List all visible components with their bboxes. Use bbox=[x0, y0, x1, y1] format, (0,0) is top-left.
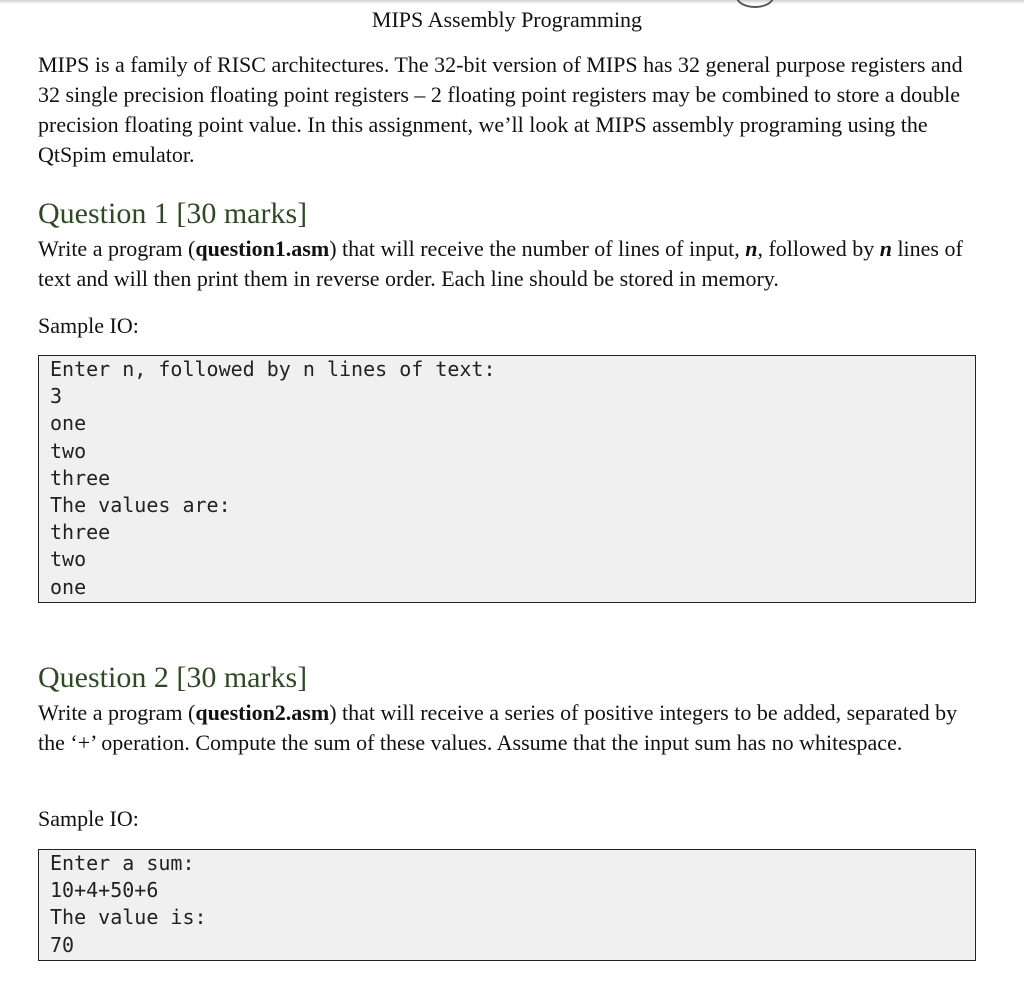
q1-text-after-c: lines of text and will then print them in reverse order. Each line should be stored in memory. bbox=[38, 236, 963, 291]
io-line: one bbox=[50, 574, 87, 599]
question2-description bbox=[38, 698, 988, 758]
io-line: one bbox=[50, 411, 87, 436]
io-line: two bbox=[50, 547, 87, 572]
q1-text-after-a: ) that will receive the number of lines of input, bbox=[329, 236, 746, 261]
q1-var-n-second: n bbox=[879, 236, 892, 261]
document-title: MIPS Assembly Programming bbox=[371, 7, 643, 32]
io-line: two bbox=[50, 438, 87, 463]
q1-text-after-b: , followed by bbox=[757, 236, 880, 261]
question1-sample-label: Sample IO: bbox=[38, 313, 139, 338]
question2-sample-io-box bbox=[38, 849, 976, 961]
q2-filename: question2.asm bbox=[195, 700, 330, 725]
q2-text-before: Write a program ( bbox=[38, 700, 196, 725]
question1-sample-io-box bbox=[38, 355, 976, 603]
io-line: three bbox=[50, 465, 111, 490]
intro-paragraph: MIPS is a family of RISC architectures. The 32-bit version of MIPS has 32 general purpose registers and 32 single precision floating point registers – 2 floating point registers may be combined to store a double precision floating point value. In this assignment, we’ll look at MIPS assembly programing using the QtSpim emulator. bbox=[38, 52, 963, 167]
q1-text-before: Write a program ( bbox=[38, 236, 196, 261]
io-line: Enter a sum: bbox=[50, 851, 195, 875]
io-line: three bbox=[50, 520, 111, 545]
question1-description bbox=[38, 234, 988, 294]
question2-sample-label: Sample IO: bbox=[38, 806, 139, 831]
question1-heading: Question 1 [30 marks] bbox=[38, 197, 308, 230]
io-line: 10+4+50+6 bbox=[50, 878, 159, 903]
io-line: Enter n, followed by n lines of text: bbox=[50, 357, 496, 381]
q1-var-n: n bbox=[745, 236, 758, 261]
io-line: 3 bbox=[50, 384, 63, 409]
io-line: The values are: bbox=[50, 492, 231, 517]
q2-text-after: ) that will receive a series of positive integers to be added, separated by the ‘+’ operation. Compute the sum of these values. Assume that the input sum has no whitespace. bbox=[38, 700, 958, 755]
q1-filename: question1.asm bbox=[195, 236, 330, 261]
question2-heading: Question 2 [30 marks] bbox=[38, 661, 308, 694]
page-top-edge bbox=[0, 0, 1024, 4]
io-line: 70 bbox=[50, 932, 75, 957]
io-line: The value is: bbox=[50, 905, 207, 930]
